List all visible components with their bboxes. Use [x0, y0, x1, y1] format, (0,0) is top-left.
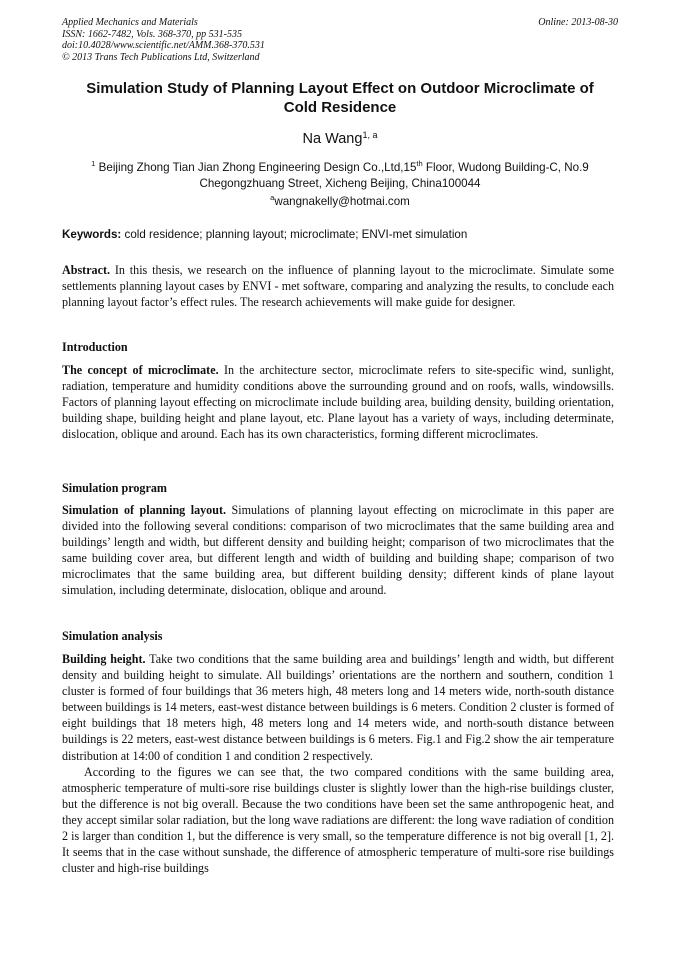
author-email: [62, 193, 618, 208]
email-address[interactable]: wangnakelly@hotmai.com: [274, 195, 410, 208]
doi-line[interactable]: doi:10.4028/www.scientific.net/AMM.368-370.531: [62, 40, 265, 51]
paper-title: [62, 80, 618, 117]
heading-simulation-analysis: Simulation analysis: [62, 629, 163, 643]
analysis-text-2: According to the figures we can see that, the two compared conditions with the same building area, atmospheric temperature of multi-sore rise buildings cluster is slightly lower than the high-rise buildings cluster, but the difference is not big overall. Because the two conditions have been set the same anthropogenic heat, and they accept similar solar radiation, but the long wave radiations are different: the long wave radiation of condition 2 is larger than condition 1, but the difference is very small, so the temperature difference is not big overall [1, 2]. It seems that in the case without sunshade, the difference of atmospheric temperature of multi-sore rise buildings cluster and high-rise buildings: [62, 764, 614, 876]
email-superscript: a: [270, 193, 275, 202]
title-line-1: Simulation Study of Planning Layout Effect on Outdoor Microclimate of: [86, 80, 594, 97]
affiliation-number: 1: [91, 159, 96, 168]
online-date: Online: 2013-08-30: [538, 17, 618, 28]
keywords-text: cold residence; planning layout; microclimate; ENVI-met simulation: [124, 228, 468, 241]
heading-introduction: Introduction: [62, 340, 128, 354]
analysis-text-1: Take two conditions that the same building area and buildings’ length and width, but different density and building height to simulate. All buildings’ orientations are the northern and southern, condition 1 cluster is formed of four buildings that 36 meters high, 48 meters long and 14 meters wide, north-south distance between buildings is 14 meters, east-west distance between buildings is 6 meters. Condition 2 cluster is formed of eight buildings that 18 meters high, 48 meters long and 14 meters wide, and north-south distance between buildings is 22 meters, east-west distance between buildings is 6 meters. Fig.1 and Fig.2 show the air temperature distribution at 14:00 of condition 1 and condition 2 respectively.: [62, 652, 614, 763]
introduction-paragraph: [62, 362, 614, 442]
affiliation-ordinal: th: [416, 159, 423, 168]
title-line-2: Cold Residence: [283, 98, 397, 116]
abstract-text: In this thesis, we research on the influence of planning layout to the microclimate. Simulate some settlements planning layout cases by ENVI - met software, comparing and analyzing the results, to conclude each planning layout factor’s effect rules. The research achievements will make guide for designer.: [62, 263, 614, 310]
keywords: [62, 228, 618, 241]
program-paragraph: [62, 502, 614, 599]
intro-label: The concept of microclimate.: [62, 363, 219, 377]
issn-line: ISSN: 1662-7482, Vols. 368-370, pp 531-535: [62, 28, 242, 40]
program-text: Simulations of planning layout effecting on microclimate in this paper are divided into the following several conditions: comparison of two microclimates that the same building area and buildings’ length and width, but different density and building height; comparison of two microclimates that the same building cover area, but different length and width of building and building shape; comparison of two microclimates that the same building area, but different building density; different kinds of plane layout simulation, including determinate, dislocation, oblique and around.: [62, 503, 615, 598]
analysis-label: Building height.: [62, 652, 146, 666]
abstract-label: Abstract.: [62, 263, 111, 277]
author: [62, 130, 618, 147]
publication-header: [62, 17, 618, 63]
author-superscript: 1, a: [362, 130, 378, 140]
intro-text: In the architecture sector, microclimate refers to site-specific wind, sunlight, radiation, temperature and humidity conditions above the surrounding ground and on roofs, walls, windowsills. Factors of planning layout effecting on microclimate include building area, building density, building orientation, building shape, building height and plane layout, etc. Plane layout has a variety of ways, including determinate, dislocation, oblique and around. Each has its own characteristics, forming different microclimates.: [62, 363, 614, 442]
author-name: Na Wang: [302, 131, 363, 147]
copyright-line: © 2013 Trans Tech Publications Ltd, Switzerland: [62, 51, 260, 63]
affiliation-part-1: Beijing Zhong Tian Jian Zhong Engineering Design Co.,Ltd,15: [98, 161, 417, 174]
analysis-paragraphs: [62, 651, 614, 876]
keywords-label: Keywords:: [62, 228, 122, 241]
abstract: [62, 262, 614, 310]
heading-simulation-program: Simulation program: [62, 481, 167, 495]
affiliation-line-2: Chegongzhuang Street, Xicheng Beijing, China100044: [199, 177, 481, 190]
program-label: Simulation of planning layout.: [62, 503, 227, 517]
affiliation: [62, 156, 618, 192]
affiliation-part-2: Floor, Wudong Building-C, No.9: [425, 161, 589, 174]
journal-name: Applied Mechanics and Materials: [62, 17, 198, 28]
